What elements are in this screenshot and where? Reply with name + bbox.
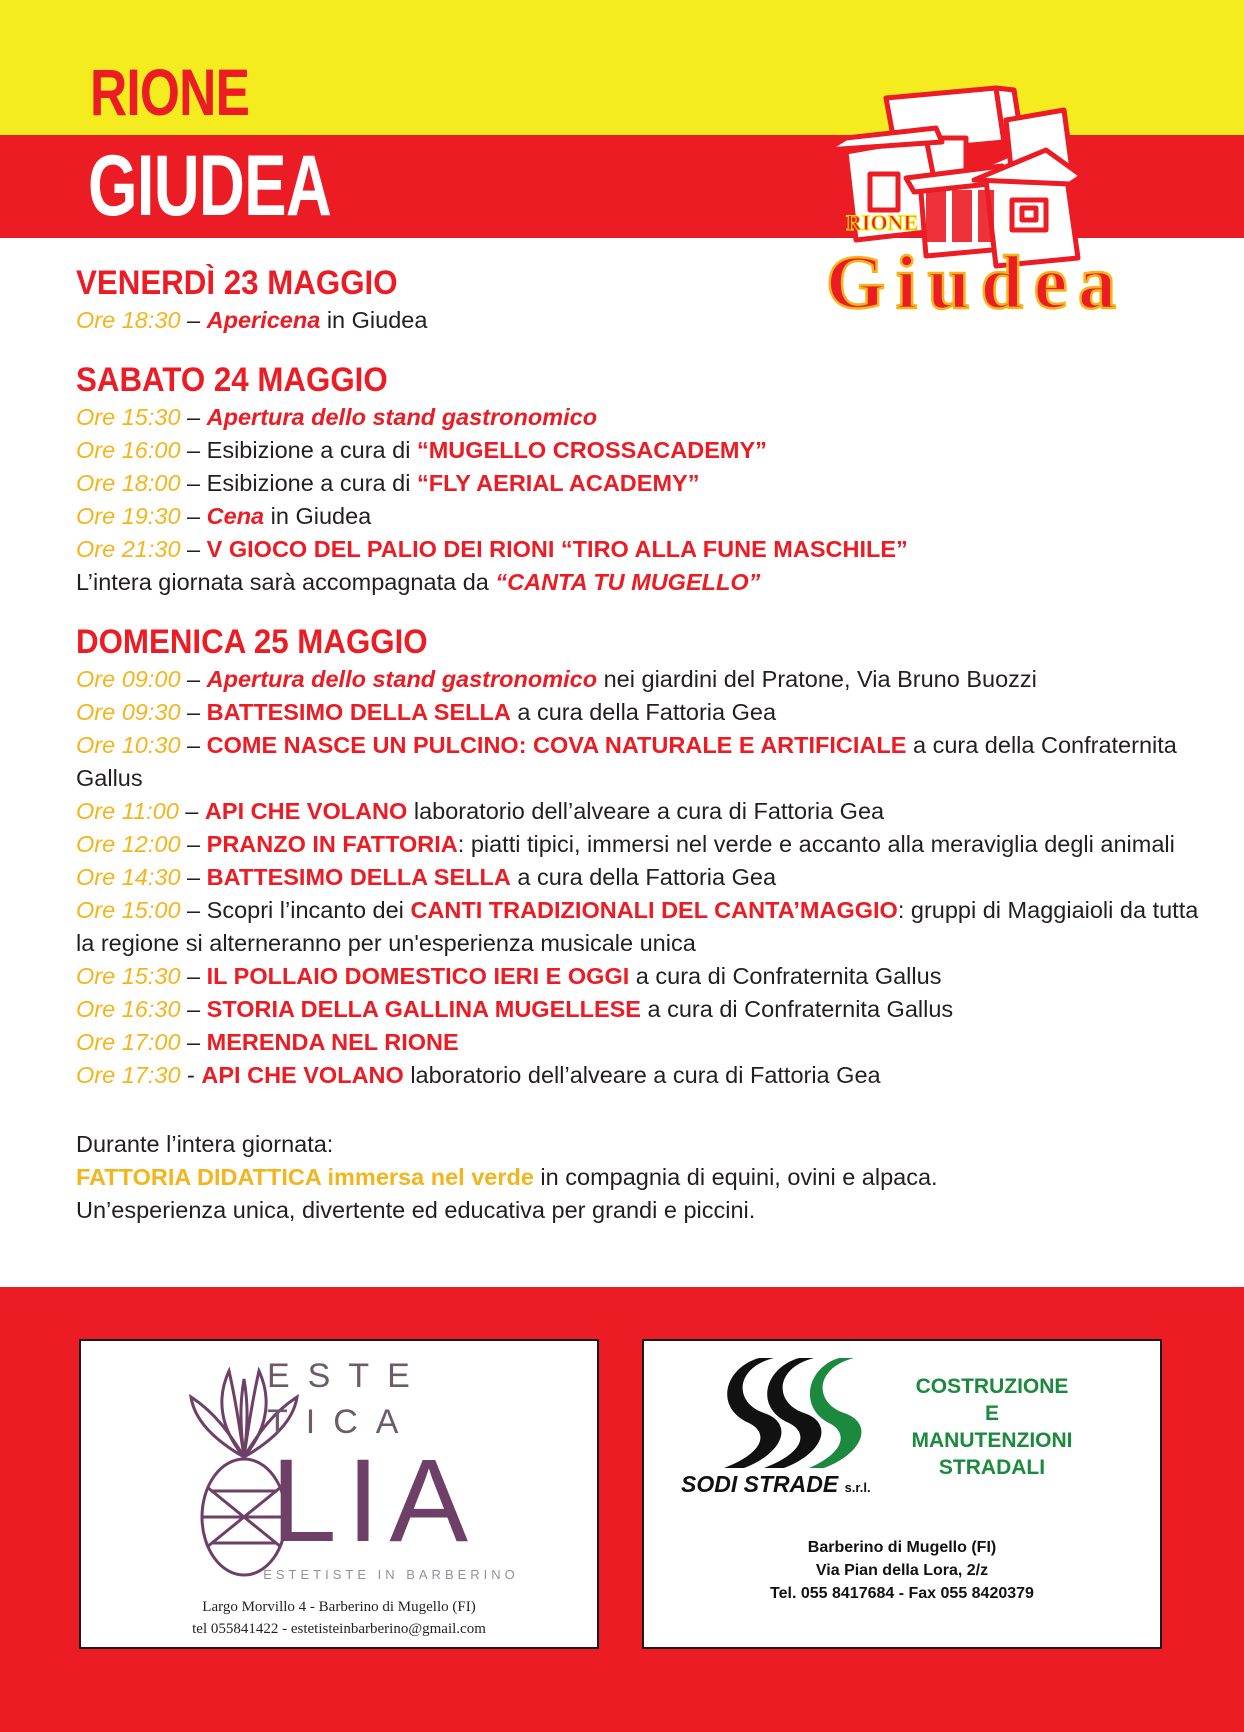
event-detail: in Giudea [320, 307, 428, 333]
sodi-tag-4: STRADALI [938, 1456, 1046, 1479]
event-line [76, 467, 1206, 500]
event-separator: – [180, 864, 207, 890]
event-separator: – [180, 732, 207, 758]
event-time: Ore 10:30 [76, 732, 181, 758]
event-title: “FLY AERIAL ACADEMY” [416, 470, 700, 496]
event-time: Ore 15:30 [76, 963, 181, 989]
all-day-note-line3: Un’esperienza unica, divertente ed educativa per grandi e piccini. [76, 1197, 756, 1223]
all-day-note-line2-rest: in compagnia di equini, ovini e alpaca. [533, 1164, 938, 1190]
sodi-strade-name-text: SODI STRADE [681, 1471, 839, 1497]
event-separator: – [178, 798, 205, 824]
estetica-contact: tel 055841422 - estetisteinbarberino@gmail.com [192, 1621, 486, 1637]
event-title: PRANZO IN FATTORIA [206, 831, 458, 857]
event-detail: Esibizione a cura di [206, 470, 417, 496]
event-detail: a cura della Fattoria Gea [510, 864, 777, 890]
event-separator: – [180, 666, 207, 692]
event-line [76, 1026, 1206, 1059]
event-separator: – [180, 503, 207, 529]
event-detail: in Giudea [264, 503, 372, 529]
event-title: Apertura dello stand gastronomico [206, 666, 598, 692]
day-sunday [76, 621, 1206, 1092]
event-time: Ore 11:00 [76, 798, 179, 824]
event-detail: : piatti tipici, immersi nel verde e accanto alla meraviglia degli animali [457, 831, 1175, 857]
sodi-strade-name [681, 1471, 871, 1498]
event-time: Ore 16:00 [76, 437, 181, 463]
title-giudea: GIUDEA [88, 138, 332, 234]
event-detail: nei giardini del Pratone, Via Bruno Buozzi [597, 666, 1037, 692]
event-list [76, 663, 1206, 1092]
event-time: Ore 21:30 [76, 536, 181, 562]
event-detail: Scopri l’incanto dei [206, 897, 411, 923]
event-title: IL POLLAIO DOMESTICO IERI E OGGI [206, 963, 630, 989]
event-line [76, 729, 1206, 795]
event-detail: a cura della Confraternita Gallus [76, 732, 1177, 791]
event-line [76, 1059, 1206, 1092]
sodi-strade-logo-icon [714, 1353, 864, 1473]
day-friday [76, 262, 1206, 337]
event-title: COME NASCE UN PULCINO: COVA NATURALE E ARTIFICIALE [206, 732, 907, 758]
event-line [76, 861, 1206, 894]
logo-rione-text: RIONE [846, 210, 919, 235]
all-day-note-line2 [76, 1161, 1206, 1194]
event-separator: – [180, 897, 207, 923]
event-time: Ore 09:30 [76, 699, 181, 725]
sodi-strade-city: Barberino di Mugello (FI) [807, 1539, 997, 1556]
day-heading: SABATO 24 MAGGIO [76, 361, 388, 399]
event-separator: – [180, 699, 207, 725]
sponsor-estetica-lia [79, 1339, 599, 1649]
fattoria-didattica-highlight: FATTORIA DIDATTICA immersa nel verde [76, 1164, 534, 1190]
event-program [76, 262, 1206, 1227]
event-detail: a cura di Confraternita Gallus [629, 963, 942, 989]
event-line [76, 894, 1206, 960]
event-time: Ore 15:30 [76, 404, 181, 430]
event-detail: a cura della Fattoria Gea [510, 699, 777, 725]
event-title: API CHE VOLANO [204, 798, 408, 824]
event-time: Ore 17:00 [76, 1029, 181, 1055]
event-separator: – [180, 470, 207, 496]
event-time: Ore 18:30 [76, 307, 181, 333]
event-title: CANTI TRADIZIONALI DEL CANTA’MAGGIO [410, 897, 898, 923]
event-line [76, 500, 1206, 533]
sodi-strade-phones: Tel. 055 8417684 - Fax 055 8420379 [770, 1585, 1034, 1602]
estetica-lia-mark: LIA [271, 1435, 479, 1567]
event-time: Ore 18:00 [76, 470, 181, 496]
event-title: Apertura dello stand gastronomico [206, 404, 598, 430]
event-line [76, 663, 1206, 696]
event-separator: – [180, 307, 207, 333]
event-title: Apericena [206, 307, 321, 333]
event-detail: a cura di Confraternita Gallus [640, 996, 954, 1022]
day-heading: VENERDÌ 23 MAGGIO [76, 264, 398, 302]
event-line [76, 533, 1206, 566]
event-line [76, 401, 1206, 434]
event-separator: – [180, 996, 207, 1022]
event-title: “MUGELLO CROSSACADEMY” [416, 437, 767, 463]
event-detail: laboratorio dell’alveare a cura di Fattoria Gea [407, 798, 885, 824]
estetica-address: Largo Morvillo 4 - Barberino di Mugello (FI) [202, 1599, 476, 1615]
event-line [76, 696, 1206, 729]
event-line [76, 434, 1206, 467]
estetica-word-2: TICA [267, 1403, 417, 1441]
estetica-word-1: ESTE [267, 1357, 428, 1395]
event-title: BATTESIMO DELLA SELLA [206, 699, 511, 725]
event-time: Ore 14:30 [76, 864, 181, 890]
event-separator: - [180, 1062, 202, 1088]
event-title: STORIA DELLA GALLINA MUGELLESE [206, 996, 641, 1022]
event-list [76, 401, 1206, 566]
sodi-strade-tagline [882, 1373, 1102, 1481]
event-line [76, 993, 1206, 1026]
day-heading: DOMENICA 25 MAGGIO [76, 623, 428, 661]
day-note [76, 566, 1206, 599]
day-saturday [76, 359, 1206, 599]
logo-giudea-text: Giudea [826, 241, 1116, 325]
event-separator: – [180, 963, 207, 989]
day-note-text: L’intera giornata sarà accompagnata da [76, 569, 496, 595]
event-separator: – [180, 1029, 207, 1055]
sponsor-sodi-strade [642, 1339, 1162, 1649]
event-detail: Esibizione a cura di [206, 437, 417, 463]
sodi-strade-suffix: s.r.l. [844, 1480, 871, 1495]
event-list [76, 304, 1206, 337]
event-separator: – [180, 404, 207, 430]
event-line [76, 795, 1206, 828]
day-note-highlight: “CANTA TU MUGELLO” [495, 569, 761, 595]
event-title: MERENDA NEL RIONE [206, 1029, 459, 1055]
event-title: BATTESIMO DELLA SELLA [206, 864, 511, 890]
sodi-tag-3: MANUTENZIONI [911, 1429, 1073, 1452]
event-detail: : gruppi di Maggiaioli da tutta la regione si alterneranno per un'esperienza musicale unica [76, 897, 1199, 956]
event-time: Ore 19:30 [76, 503, 181, 529]
event-line [76, 960, 1206, 993]
estetica-subtitle: ESTETISTE IN BARBERINO [263, 1567, 519, 1582]
event-time: Ore 17:30 [76, 1062, 181, 1088]
event-time: Ore 15:00 [76, 897, 181, 923]
event-separator: – [180, 831, 207, 857]
sodi-tag-2: E [984, 1402, 999, 1425]
event-title: V GIOCO DEL PALIO DEI RIONI “TIRO ALLA FUNE MASCHILE” [206, 536, 908, 562]
sodi-tag-1: COSTRUZIONE [915, 1375, 1069, 1398]
event-time: Ore 12:00 [76, 831, 181, 857]
event-line [76, 828, 1206, 861]
event-time: Ore 16:30 [76, 996, 181, 1022]
event-time: Ore 09:00 [76, 666, 181, 692]
event-separator: – [180, 437, 207, 463]
event-separator: – [180, 536, 207, 562]
event-title: Cena [206, 503, 265, 529]
event-title: API CHE VOLANO [201, 1062, 404, 1088]
event-detail: laboratorio dell’alveare a cura di Fattoria Gea [403, 1062, 881, 1088]
all-day-note [76, 1128, 1206, 1227]
sodi-strade-street: Via Pian della Lora, 2/z [815, 1562, 989, 1579]
event-line [76, 304, 1206, 337]
title-rione: RIONE [90, 55, 250, 129]
all-day-note-line1: Durante l’intera giornata: [76, 1131, 334, 1157]
